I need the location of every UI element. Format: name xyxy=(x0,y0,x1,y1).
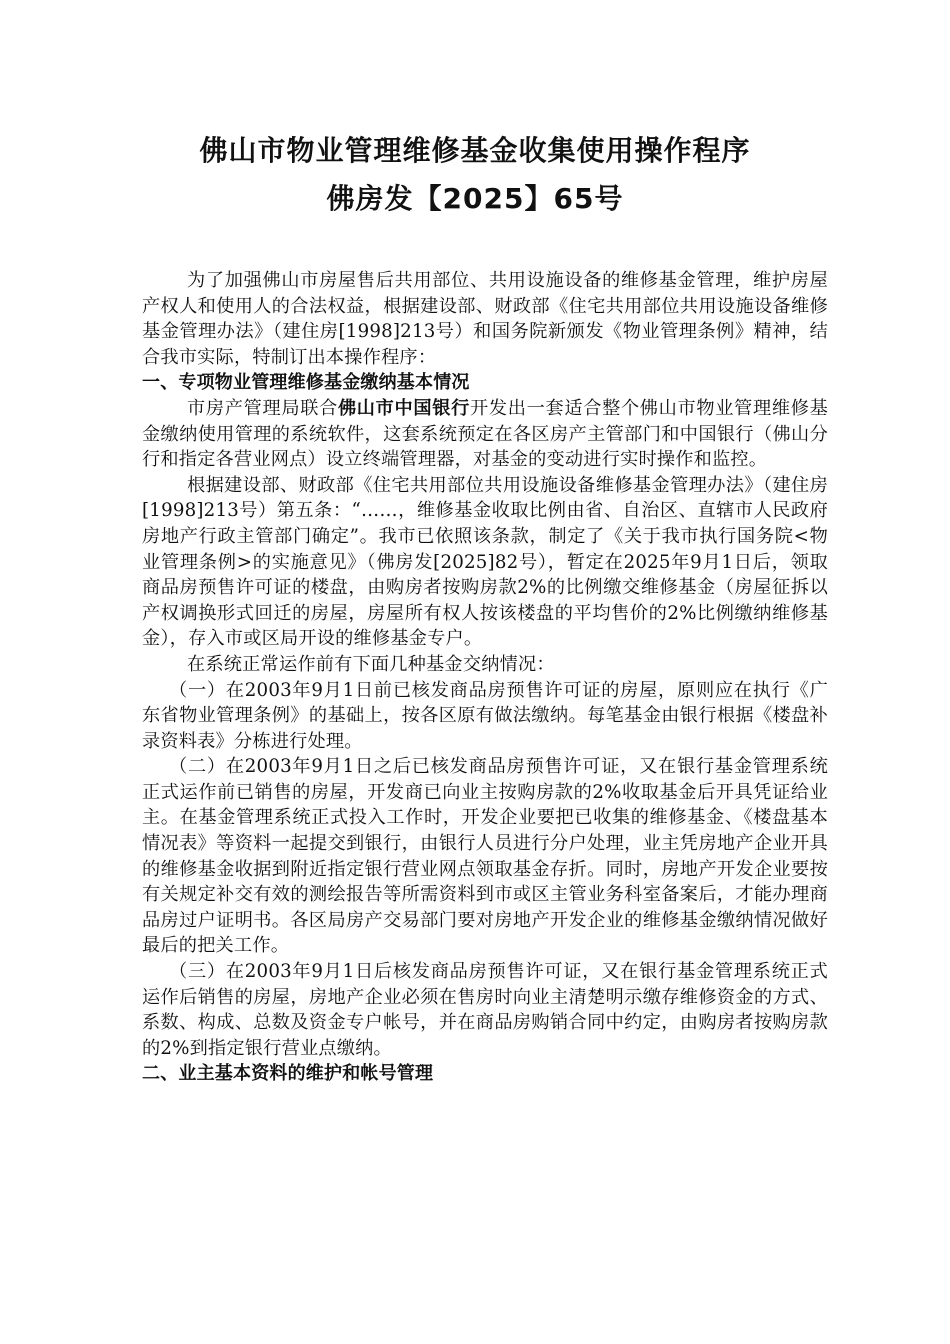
section-1-paragraph-1 xyxy=(142,396,828,473)
list-item-2: （二）在2003年9月1日之后已核发商品房预售许可证，又在银行基金管理系统正式运作前已销售的房屋，开发商已向业主按购房款的2%收取基金后开具凭证给业主。在基金管理系统正式投入工作时，开发企业要把已收集的维修基金、《楼盘基本情况表》等资料一起提交到银行，由银行人员进行分户处理，业主凭房地产企业开具的维修基金收据到附近指定银行营业网点领取基金存折。同时，房地产开发企业要按有关规定补交有效的测绘报告等所需资料到市或区主管业务科室备案后，才能办理商品房过户证明书。各区局房产交易部门要对房地产开发企业的维修基金缴纳情况做好最后的把关工作。 xyxy=(142,756,828,957)
bank-name-emphasis: 佛山市中国银行 xyxy=(337,397,471,419)
document-title: 佛山市物业管理维修基金收集使用操作程序 xyxy=(199,134,751,167)
paragraph-1-text-pre: 市房产管理局联合 xyxy=(187,397,338,419)
document-number: 佛房发【2025】65号 xyxy=(326,182,624,215)
list-item-3: （三）在2003年9月1日后核发商品房预售许可证，又在银行基金管理系统正式运作后销售的房屋，房地产企业必须在售房时向业主清楚明示缴存维修资金的方式、系数、构成、总数及资金专户帐号，并在商品房购销合同中约定，由购房者按购房款的2%到指定银行营业点缴纳。 xyxy=(142,961,828,1059)
paragraph-1-text-post: 开发出一套适合整个佛山市物业管理维修基金缴纳使用管理的系统软件，这套系统预定在各区房产主管部门和中国银行（佛山分行和指定各营业网点）设立终端管理器，对基金的变动进行实时操作和监控。 xyxy=(142,397,828,471)
section-1-heading: 一、专项物业管理维修基金缴纳基本情况 xyxy=(142,372,470,394)
section-2-heading: 二、业主基本资料的维护和帐号管理 xyxy=(142,1063,434,1085)
section-1-paragraph-3: 在系统正常运作前有下面几种基金交纳情况： xyxy=(187,653,555,675)
section-1-paragraph-2: 根据建设部、财政部《住宅共用部位共用设施设备维修基金管理办法》（建住房[1998]213号）第五条：“……，维修基金收取比例由省、自治区、直辖市人民政府房地产行政主管部门确定”。我市已依照该条款，制定了《关于我市执行国务院<物业管理条例>的实施意见》（佛房发[2025]82号），暂定在2025年9月1日后，领取商品房预售许可证的楼盘，由购房者按购房款2%的比例缴交维修基金（房屋征拆以产权调换形式回迁的房屋，房屋所有权人按该楼盘的平均售价的2%比例缴纳维修基金），存入市或区局开设的维修基金专户。 xyxy=(142,474,828,650)
list-item-1: （一）在2003年9月1日前已核发商品房预售许可证的房屋，原则应在执行《广东省物业管理条例》的基础上，按各区原有做法缴纳。每笔基金由银行根据《楼盘补录资料表》分栋进行处理。 xyxy=(142,679,828,752)
intro-paragraph: 为了加强佛山市房屋售后共用部位、共用设施设备的维修基金管理，维护房屋产权人和使用人的合法权益，根据建设部、财政部《住宅共用部位共用设施设备维修基金管理办法》（建住房[1998]213号）和国务院新颁发《物业管理条例》精神，结合我市实际，特制订出本操作程序： xyxy=(142,270,828,368)
document-body xyxy=(142,268,828,1087)
